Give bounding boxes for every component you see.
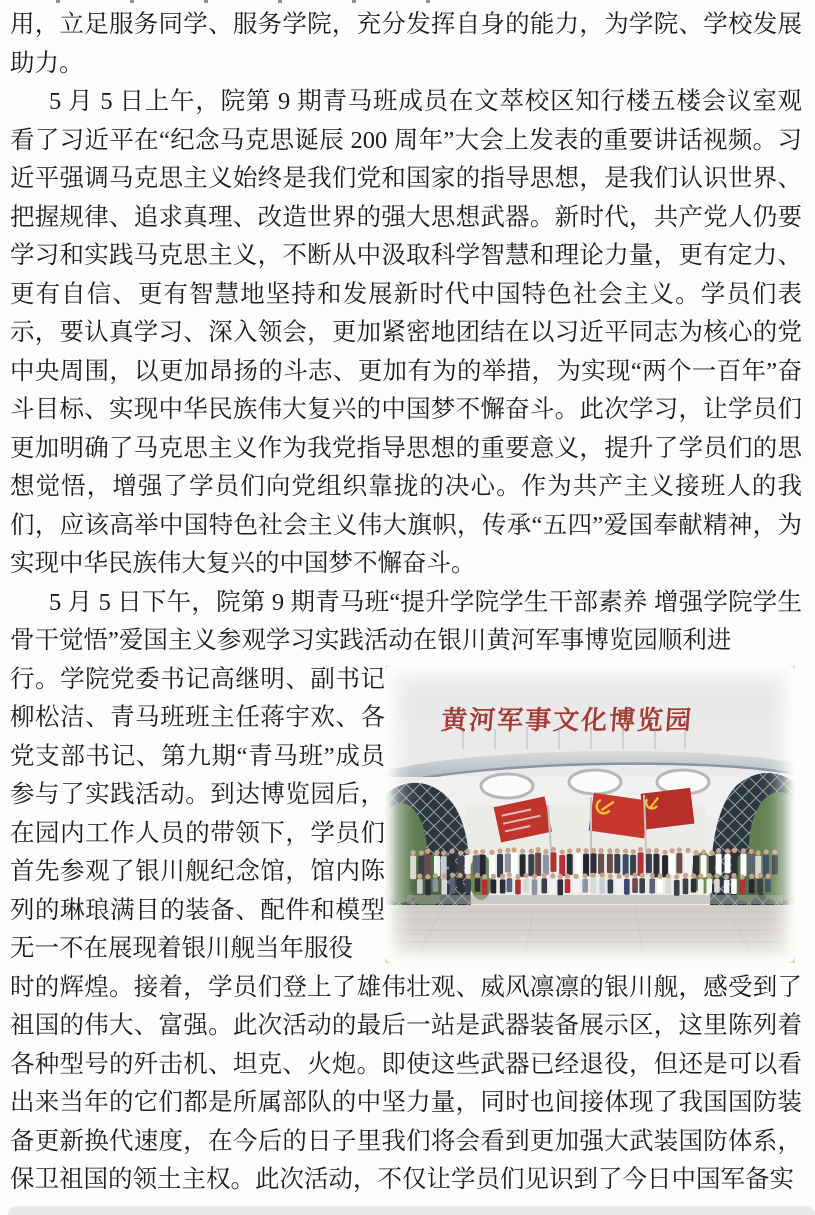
cropped-line-remnant <box>30 0 450 3</box>
paragraph-2: 5 月 5 日上午，院第 9 期青马班成员在文萃校区知行楼五楼会议室观看了习近平在“纪念马克思诞辰 200 周年”大会上发表的重要讲话视频。习近平强调马克思主义始终是我们党和国家的指导思想，是我们认识世界、把握规律、追求真理、改造世界的强大思想武器。新时代，共产党人仍要学习和实践马克思主义，不断从中汲取科学智慧和理论力量，更有定力、更有自信、更有智慧地坚持和发展新时代中国特色社会主义。学员们表示，要认真学习、深入领会，更加紧密地团结在以习近平同志为核心的党中央周围，以更加昂扬的斗志、更加有为的举措，为实现“两个一百年”奋斗目标、实现中华民族伟大复兴的中国梦不懈奋斗。此次学习，让学员们更加明确了马克思主义作为我党指导思想的重要意义，提升了学员们的思想觉悟，增强了学员们向党组织靠拢的决心。作为共产主义接班人的我们，应该高举中国特色社会主义伟大旗帜，传承“五四”爱国奉献精神，为实现中华民族伟大复兴的中国梦不懈奋斗。 <box>10 88 802 577</box>
plaza <box>385 905 795 963</box>
flag-party-right <box>640 787 694 829</box>
paragraph-3-intro: 5 月 5 日下午，院第 9 期青马班“提升学院学生干部素养 增强学院学生骨干觉悟”爱国主义参观学习实践活动在银川黄河军事博览园顺利进 <box>10 588 802 654</box>
paragraph-1-continuation: 用，立足服务同学、服务学院，充分发挥自身的能力，为学院、学校发展助力。 <box>10 11 802 77</box>
crowd-shadow <box>407 895 783 904</box>
text-photo-wrap-row <box>10 661 802 969</box>
expo-sign-text: 黄河军事文化博览园 <box>440 705 695 735</box>
paragraph-3-beside-photo: 行。学院党委书记高继明、副书记柳松洁、青马班班主任蒋宇欢、各党支部书记、第九期“青马班”成员参与了实践活动。到达博览园后，在园内工作人员的带领下，学员们首先参观了银川舰纪念馆，馆内陈列的琳琅满目的装备、配件和模型无一不在展现着银川舰当年服役 <box>10 665 385 962</box>
photo-column <box>385 661 802 963</box>
paragraph-3-continuation: 时的辉煌。接着，学员们登上了雄伟壮观、威风凛凛的银川舰，感受到了祖国的伟大、富强。此次活动的最后一站是武器装备展示区，这里陈列着各种型号的歼击机、坦克、火炮。即使这些武器已经退役，但还是可以看出来当年的它们都是所属部队的中坚力量，同时也间接体现了我国国防装备更新换代速度，在今后的日子里我们将会看到更加强大武装国防体系，保卫祖国的领土主权。此次活动，不仅让学员们见识到了今日中国军备实 <box>10 973 802 1193</box>
flag-party-center <box>589 792 650 837</box>
expo-park-photo-illustration <box>385 665 795 963</box>
bottom-page-edge-bar <box>8 1206 815 1215</box>
expo-park-photo <box>385 665 795 963</box>
